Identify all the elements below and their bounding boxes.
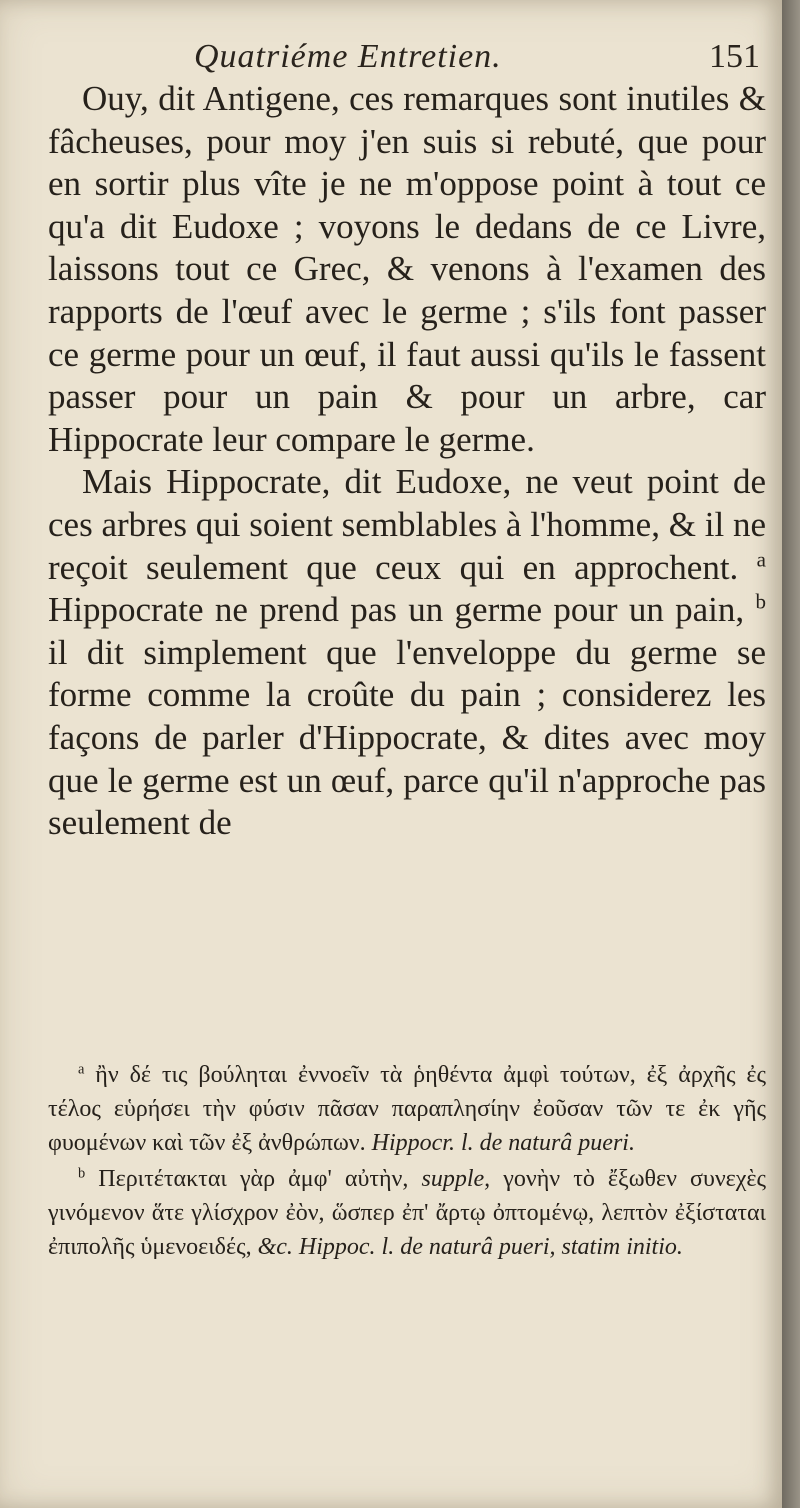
running-title: Quatriéme Entretien. [194, 38, 502, 75]
paragraph-2-text-b: Hippocrate ne prend pas un germe pour un pain, [48, 590, 745, 630]
footnote-b-greek-2: γονὴν τὸ ἔξωθεν συνεχὲς γινόμενον ἅτε γλίσχρον ἐὸν, ὥσπερ ἐπ' ἄρτῳ ὀπτομένῳ, λεπτὸν ἐξίσταται ἐπιπολῆς ὑμενοειδές, [48, 1166, 766, 1260]
footnote-b-greek: Περιτέτακται γὰρ ἀμφ' αὐτὴν, [98, 1166, 409, 1192]
footnote-b-supple: supple, [421, 1166, 491, 1192]
paragraph-1 [48, 78, 766, 461]
page-edge [782, 0, 800, 1508]
footnote-a-source: Hippocr. l. de naturâ pueri. [371, 1130, 635, 1156]
paragraph-2 [48, 461, 766, 844]
footnote-b [48, 1162, 766, 1264]
paragraph-1-text: Ouy, dit Antigene, ces remarques sont inutiles & fâcheuses, pour moy j'en suis si rebuté, que pour en sortir plus vîte je ne m'oppose point à tout ce qu'a dit Eudoxe ; voyons le dedans de ce Livre, laissons tout ce Grec, & venons à l'examen des rapports de l'œuf avec le germe ; s'ils font passer ce germe pour un œuf, il faut aussi qu'ils le fassent passer pour un pain & pour un arbre, car Hippocrate leur compare le germe. [48, 79, 766, 459]
footnote-b-source: &c. Hippoc. l. de naturâ pueri, statim initio. [257, 1234, 683, 1260]
footnote-a [48, 1058, 766, 1160]
footnote-b-marker: b [78, 1165, 86, 1182]
footnote-ref-b: b [755, 589, 767, 614]
page-header [48, 30, 768, 82]
paragraph-2-text-c: il dit simplement que l'enveloppe du germe se forme comme la croûte du pain ; considerez les façons de parler d'Hippocrate, & dites avec moy que le germe est un œuf, parce qu'il n'approche pas seulement de [48, 632, 766, 843]
page-number: 151 [709, 38, 760, 75]
footnotes [48, 1058, 766, 1266]
body-text [48, 78, 766, 845]
footnote-ref-a: a [756, 546, 766, 571]
footnote-a-greek: ἢν δέ τις βούληται ἐννοεῖν τὰ ῥηθέντα ἀμφὶ τούτων, ἐξ ἀρχῆς ἐς τέλος εὑρήσει τὴν φύσιν πᾶσαν παραπλησίην ἐοῦσαν τῶν τε ἐκ γῆς φυομένων καὶ τῶν ἐξ ἀνθρώπων. [48, 1062, 767, 1156]
footnote-a-marker: a [78, 1061, 85, 1078]
paragraph-2-text-a: Mais Hippocrate, dit Eudoxe, ne veut point de ces arbres qui soient semblables à l'homme, & il ne reçoit seulement que ceux qui en approchent. [48, 462, 766, 587]
